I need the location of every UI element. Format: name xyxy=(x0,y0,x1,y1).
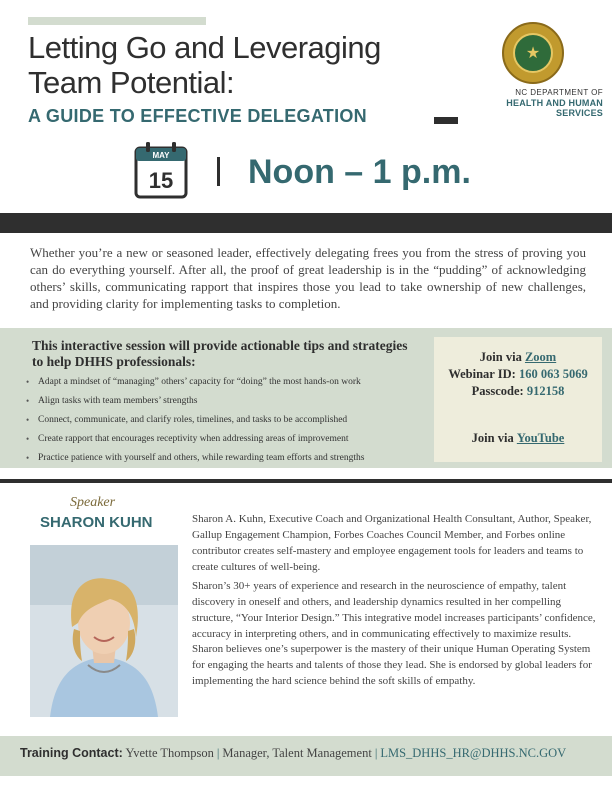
speaker-divider-bar xyxy=(0,479,612,483)
passcode-label: Passcode: xyxy=(471,384,524,398)
seal-center xyxy=(513,33,553,73)
youtube-join-line xyxy=(434,431,602,446)
zoom-join-prefix: Join via xyxy=(479,350,522,364)
training-contact: Training Contact: Yvette Thompson | Manager, Talent Management | LMS_DHHS_HR@DHHS.NC.GOV xyxy=(20,746,567,760)
subtitle-row xyxy=(28,106,458,128)
speaker-bio-paragraph-2: Sharon’s 30+ years of experience and research in the neuroscience of empathy, talent discovery in oneself and others, and leadership dynamics resulted in her compelling structure, “Your Interior Design.” This integrative model increases participants’ confidence, accuracy in interpreting others, and in communicating effectively to maximize results. xyxy=(192,580,596,640)
top-accent-bar xyxy=(28,17,206,25)
calendar-month: MAY xyxy=(152,151,170,160)
contact-email-link[interactable]: LMS_DHHS_HR@DHHS.NC.GOV xyxy=(380,746,567,760)
star-icon: ★ xyxy=(525,45,541,62)
department-name-line2: HEALTH AND HUMAN SERVICES xyxy=(506,98,603,118)
contact-role: Manager, Talent Management xyxy=(222,746,372,760)
passcode-value: 912158 xyxy=(526,384,565,398)
page-subtitle: A GUIDE TO EFFECTIVE DELEGATION xyxy=(28,106,367,126)
speaker-label: Speaker xyxy=(70,495,116,510)
page-title-line2: Team Potential: xyxy=(28,65,235,100)
passcode-line xyxy=(434,384,602,399)
webinar-id-value: 160 063 5069 xyxy=(518,367,588,381)
nc-seal-logo xyxy=(502,22,564,84)
speaker-bio-paragraph-3: Sharon believes one’s superpower is the mastery of their unique Human Operating System for engaging the hearts and talents of those they lead. She is endorsed by global leaders for implementing the hard science behind the soft skills of empathy. xyxy=(192,643,592,687)
zoom-join-line xyxy=(434,350,602,365)
list-item: • Practice patience with yourself and others, while rewarding team efforts and strengths xyxy=(26,449,421,468)
speaker-photo xyxy=(30,545,178,717)
intro-paragraph: Whether you’re a new or seasoned leader, effectively delegating frees you from the stress of proving you can do everything yourself. After all, the proof of great leadership is in the “pudding” of acknowledging others’ skills, communicating rapport that inspires those you lead to take ownership of new challenges, and providing clarity for implementing tasks to completion. xyxy=(30,245,586,311)
department-name-line1: NC DEPARTMENT OF xyxy=(515,88,603,97)
calendar-day: 15 xyxy=(148,168,174,193)
list-item: • Align tasks with team members’ strengths xyxy=(26,392,421,411)
speaker-bio-paragraph-1: Sharon A. Kuhn, Executive Coach and Organizational Health Consultant, Author, Speaker, Gallup Engagement Champion, Forbes Coaches Council Member, and Forbes online contributor creates self-mastery and employee engagement tools for leaders and teams to create cultures of well-being. xyxy=(192,513,592,573)
youtube-join-prefix: Join via xyxy=(471,431,514,445)
calendar-icon xyxy=(133,140,189,200)
contact-label: Training Contact: xyxy=(20,746,123,760)
subtitle-accent-bar xyxy=(434,117,458,124)
webinar-id-line xyxy=(434,367,602,382)
zoom-link[interactable]: Zoom xyxy=(524,350,557,364)
list-item: • Create rapport that encourages receptivity when addressing areas of improvement xyxy=(26,430,421,449)
join-info-box xyxy=(432,335,604,464)
event-time: Noon – 1 p.m. xyxy=(248,153,471,191)
youtube-link[interactable]: YouTube xyxy=(516,431,565,445)
page-title-line1: Letting Go and Leveraging xyxy=(28,30,381,65)
time-divider xyxy=(217,157,220,186)
header-divider-bar xyxy=(0,213,612,233)
session-bullet-list xyxy=(26,373,421,468)
webinar-id-label: Webinar ID: xyxy=(448,367,516,381)
session-heading: This interactive session will provide actionable tips and strategies to help DHHS professionals: xyxy=(32,338,408,369)
list-item: • Adapt a mindset of “managing” others’ capacity for “doing” the most hands-on work xyxy=(26,373,421,392)
contact-name: Yvette Thompson xyxy=(125,746,214,760)
list-item: • Connect, communicate, and clarify roles, timelines, and tasks to be accomplished xyxy=(26,411,421,430)
speaker-name: SHARON KUHN xyxy=(40,514,153,531)
